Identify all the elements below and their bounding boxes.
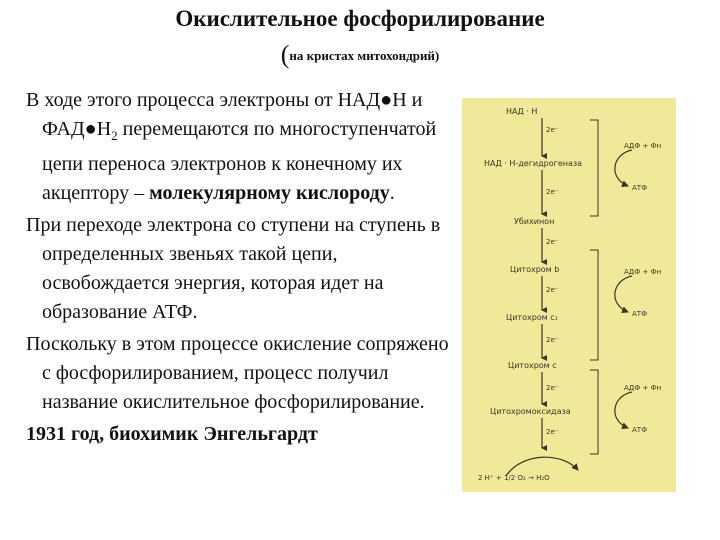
paragraph-2: При переходе электрона со ступени на ступень в определенных звеньях такой цепи, освобождается энергия, которая идет на образование АТФ. — [26, 214, 441, 323]
node-cytochrome-b: Цитохром b — [510, 265, 560, 274]
electron-label-7: 2e⁻ — [546, 428, 559, 436]
atp-label-2: АТФ — [632, 310, 648, 318]
adp-label-2: АДФ + Фн — [624, 268, 662, 276]
node-cytochrome-c: Цитохром c — [508, 361, 557, 370]
node-cytochrome-c1: Цитохром c₁ — [506, 313, 558, 322]
paragraph-1 — [26, 86, 458, 208]
final-line: 1931 год, биохимик Энгельгардт — [26, 423, 318, 445]
diagram-svg — [462, 98, 676, 492]
electron-label-1: 2e⁻ — [546, 126, 559, 134]
electron-label-6: 2e⁻ — [546, 384, 559, 392]
node-nadh-dehydrogenase: НАД · Н-дегидрогеназа — [484, 159, 583, 168]
bracket-1 — [590, 120, 598, 216]
atp-label-3: АТФ — [632, 426, 648, 434]
electron-label-5: 2e⁻ — [546, 336, 559, 344]
subtitle-paren: ( — [280, 40, 290, 69]
node-ubiquinone: Убихинон — [514, 217, 555, 226]
node-cytochrome-oxidase: Цитохромоксидаза — [490, 407, 571, 416]
electron-label-3: 2e⁻ — [546, 238, 559, 246]
node-nad-h: НАД · Н — [506, 107, 538, 116]
p1-part-b: перемещаются по многоступенчатой цепи переноса электронов к конечному их акцептору – — [42, 118, 437, 204]
p1-bold: молекулярному кислороду — [149, 182, 390, 204]
paragraph-3: Поскольку в этом процессе окисление сопряжено с фосфорилированием, процесс получил название окислительное фосфорилирование. — [26, 333, 449, 413]
electron-label-2: 2e⁻ — [546, 188, 559, 196]
atp-arrow-3 — [615, 392, 632, 428]
final-reaction: 2 Н⁺ + 1/2 O₂ → H₂O — [478, 474, 550, 482]
electron-label-4: 2e⁻ — [546, 286, 559, 294]
atp-arrow-2 — [615, 276, 632, 312]
bracket-3 — [590, 370, 598, 454]
p1-subscript: 2 — [111, 128, 118, 143]
p1-part-a: В ходе этого процесса электроны от НАД●Н и ФАД●Н — [26, 89, 423, 140]
bracket-2 — [590, 250, 598, 360]
text-block — [26, 86, 458, 452]
atp-label-1: АТФ — [632, 184, 648, 192]
page-subtitle — [0, 40, 720, 70]
page-title: Окислительное фосфорилирование — [175, 6, 545, 31]
adp-label-3: АДФ + Фн — [624, 384, 662, 392]
subtitle-text: на кристах митохондрий) — [289, 48, 440, 63]
atp-arrow-1 — [615, 150, 632, 186]
electron-transport-diagram — [462, 98, 676, 492]
p1-end: . — [389, 182, 395, 204]
adp-label-1: АДФ + Фн — [624, 142, 662, 150]
